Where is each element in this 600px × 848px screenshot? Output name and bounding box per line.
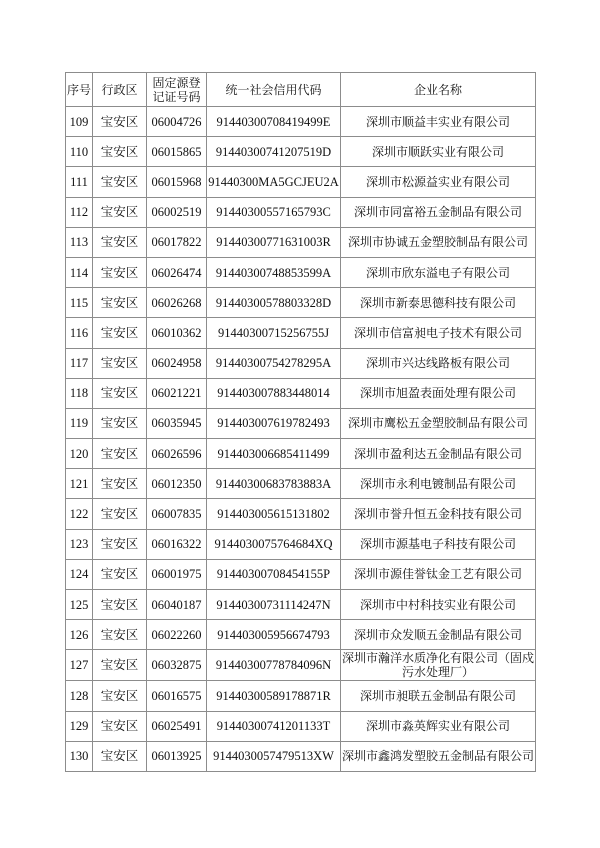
cell-reg-no: 06001975 xyxy=(147,559,207,589)
cell-company-name: 深圳市瀚洋水质净化有限公司（固戍污水处理厂） xyxy=(341,651,534,680)
cell-credit-code: 914403007619782493 xyxy=(207,408,341,438)
cell-credit-code: 91440300MA5GCJEU2A xyxy=(207,167,341,197)
cell-district: 宝安区 xyxy=(93,257,147,287)
cell-credit-code: 91440300708419499E xyxy=(207,107,341,137)
cell-company-name: 深圳市顺益丰实业有限公司 xyxy=(341,107,536,137)
cell-company-name: 深圳市信富昶电子技术有限公司 xyxy=(341,318,536,348)
cell-no: 114 xyxy=(66,257,93,287)
table-row xyxy=(66,137,536,167)
cell-no: 116 xyxy=(66,318,93,348)
cell-credit-code: 914403005615131802 xyxy=(207,499,341,529)
header-credit-code: 统一社会信用代码 xyxy=(207,73,341,107)
table-row xyxy=(66,499,536,529)
cell-district: 宝安区 xyxy=(93,318,147,348)
header-no: 序号 xyxy=(66,73,93,107)
cell-no: 123 xyxy=(66,529,93,559)
cell-reg-no: 06040187 xyxy=(147,590,207,620)
cell-district: 宝安区 xyxy=(93,348,147,378)
table-row xyxy=(66,620,536,650)
cell-reg-no: 06022260 xyxy=(147,620,207,650)
header-company-name: 企业名称 xyxy=(341,73,536,107)
cell-reg-no: 06013925 xyxy=(147,741,207,771)
cell-district: 宝安区 xyxy=(93,620,147,650)
table-row xyxy=(66,107,536,137)
header-district: 行政区 xyxy=(93,73,147,107)
cell-no: 112 xyxy=(66,197,93,227)
table-row xyxy=(66,741,536,771)
cell-district: 宝安区 xyxy=(93,650,147,681)
cell-reg-no: 06017822 xyxy=(147,227,207,257)
table-row xyxy=(66,318,536,348)
cell-no: 120 xyxy=(66,439,93,469)
table-header-row xyxy=(66,73,536,107)
cell-credit-code: 91440300708454155P xyxy=(207,559,341,589)
cell-company-name: 深圳市永利电镀制品有限公司 xyxy=(341,469,536,499)
cell-company-name: 深圳市欣东溢电子有限公司 xyxy=(341,257,536,287)
cell-credit-code: 91440300771631003R xyxy=(207,227,341,257)
table-row xyxy=(66,529,536,559)
cell-company-name: 深圳市松源益实业有限公司 xyxy=(341,167,536,197)
cell-credit-code: 91440300715256755J xyxy=(207,318,341,348)
table-row xyxy=(66,408,536,438)
cell-no: 117 xyxy=(66,348,93,378)
table-row xyxy=(66,257,536,287)
cell-company-name: 深圳市源佳誉钛金工艺有限公司 xyxy=(341,559,536,589)
table-row xyxy=(66,348,536,378)
cell-district: 宝安区 xyxy=(93,107,147,137)
cell-company-name: 深圳市盈利达五金制品有限公司 xyxy=(341,439,536,469)
cell-reg-no: 06016322 xyxy=(147,529,207,559)
cell-no: 110 xyxy=(66,137,93,167)
cell-credit-code: 91440300731114247N xyxy=(207,590,341,620)
cell-district: 宝安区 xyxy=(93,741,147,771)
cell-no: 111 xyxy=(66,167,93,197)
cell-district: 宝安区 xyxy=(93,378,147,408)
cell-district: 宝安区 xyxy=(93,590,147,620)
cell-credit-code: 9144030075764684XQ xyxy=(207,529,341,559)
cell-company-name: 深圳市淼英辉实业有限公司 xyxy=(341,711,536,741)
cell-no: 113 xyxy=(66,227,93,257)
cell-credit-code: 91440300748853599A xyxy=(207,257,341,287)
cell-reg-no: 06021221 xyxy=(147,378,207,408)
cell-district: 宝安区 xyxy=(93,227,147,257)
cell-credit-code: 91440300778784096N xyxy=(207,650,341,681)
cell-no: 122 xyxy=(66,499,93,529)
cell-company-name: 深圳市顺跃实业有限公司 xyxy=(341,137,536,167)
cell-reg-no: 06026268 xyxy=(147,288,207,318)
table-row xyxy=(66,439,536,469)
cell-company-name: 深圳市同富裕五金制品有限公司 xyxy=(341,197,536,227)
cell-company-name: 深圳市誉升恒五金科技有限公司 xyxy=(341,499,536,529)
cell-district: 宝安区 xyxy=(93,167,147,197)
cell-district: 宝安区 xyxy=(93,499,147,529)
table-row xyxy=(66,590,536,620)
cell-credit-code: 91440300741207519D xyxy=(207,137,341,167)
cell-reg-no: 06026596 xyxy=(147,439,207,469)
cell-company-name: 深圳市新泰思德科技有限公司 xyxy=(341,288,536,318)
cell-district: 宝安区 xyxy=(93,529,147,559)
cell-no: 121 xyxy=(66,469,93,499)
table-row xyxy=(66,711,536,741)
cell-reg-no: 06024958 xyxy=(147,348,207,378)
cell-credit-code: 91440300578803328D xyxy=(207,288,341,318)
cell-company-name: 深圳市鑫鸿发塑胶五金制品有限公司 xyxy=(341,741,536,771)
cell-no: 115 xyxy=(66,288,93,318)
cell-district: 宝安区 xyxy=(93,711,147,741)
cell-company-name: 深圳市昶联五金制品有限公司 xyxy=(341,681,536,711)
cell-reg-no: 06012350 xyxy=(147,469,207,499)
cell-credit-code: 91440300741201133T xyxy=(207,711,341,741)
cell-district: 宝安区 xyxy=(93,439,147,469)
cell-no: 128 xyxy=(66,681,93,711)
cell-credit-code: 91440300683783883A xyxy=(207,469,341,499)
header-reg-no-line1: 固定源登 xyxy=(152,75,201,90)
cell-credit-code: 91440300589178871R xyxy=(207,681,341,711)
cell-reg-no: 06002519 xyxy=(147,197,207,227)
cell-reg-no: 06004726 xyxy=(147,107,207,137)
table-row xyxy=(66,167,536,197)
cell-company-name: 深圳市协诚五金塑胶制品有限公司 xyxy=(341,227,536,257)
table-row xyxy=(66,227,536,257)
cell-district: 宝安区 xyxy=(93,288,147,318)
enterprise-table xyxy=(65,72,536,772)
cell-credit-code: 914403007883448014 xyxy=(207,378,341,408)
cell-no: 118 xyxy=(66,378,93,408)
cell-credit-code: 9144030057479513XW xyxy=(207,741,341,771)
cell-district: 宝安区 xyxy=(93,559,147,589)
cell-reg-no: 06010362 xyxy=(147,318,207,348)
cell-company-name: 深圳市源基电子科技有限公司 xyxy=(341,529,536,559)
cell-reg-no: 06015865 xyxy=(147,137,207,167)
cell-district: 宝安区 xyxy=(93,408,147,438)
cell-reg-no: 06007835 xyxy=(147,499,207,529)
cell-no: 109 xyxy=(66,107,93,137)
cell-no: 130 xyxy=(66,741,93,771)
table-row xyxy=(66,469,536,499)
table-row xyxy=(66,559,536,589)
table-row xyxy=(66,681,536,711)
cell-district: 宝安区 xyxy=(93,197,147,227)
table-row xyxy=(66,378,536,408)
cell-company-name: 深圳市鹰松五金塑胶制品有限公司 xyxy=(341,408,536,438)
cell-reg-no: 06025491 xyxy=(147,711,207,741)
cell-company-name: 深圳市中村科技实业有限公司 xyxy=(341,590,536,620)
cell-no: 119 xyxy=(66,408,93,438)
table-row xyxy=(66,197,536,227)
cell-reg-no: 06026474 xyxy=(147,257,207,287)
cell-no: 129 xyxy=(66,711,93,741)
cell-no: 125 xyxy=(66,590,93,620)
cell-district: 宝安区 xyxy=(93,137,147,167)
table-row xyxy=(66,288,536,318)
cell-no: 126 xyxy=(66,620,93,650)
cell-reg-no: 06032875 xyxy=(147,650,207,681)
cell-company-name: 深圳市旭盈表面处理有限公司 xyxy=(341,378,536,408)
cell-reg-no: 06035945 xyxy=(147,408,207,438)
header-reg-no-line2: 记证号码 xyxy=(152,89,201,104)
cell-credit-code: 914403005956674793 xyxy=(207,620,341,650)
cell-reg-no: 06016575 xyxy=(147,681,207,711)
cell-district: 宝安区 xyxy=(93,681,147,711)
cell-credit-code: 91440300557165793C xyxy=(207,197,341,227)
cell-company-name: 深圳市兴达线路板有限公司 xyxy=(341,348,536,378)
cell-no: 127 xyxy=(66,650,93,681)
cell-district: 宝安区 xyxy=(93,469,147,499)
header-reg-no xyxy=(147,73,207,107)
cell-company-name: 深圳市众发顺五金制品有限公司 xyxy=(341,620,536,650)
cell-no: 124 xyxy=(66,559,93,589)
cell-credit-code: 914403006685411499 xyxy=(207,439,341,469)
table-row xyxy=(66,650,536,681)
cell-reg-no: 06015968 xyxy=(147,167,207,197)
cell-credit-code: 91440300754278295A xyxy=(207,348,341,378)
